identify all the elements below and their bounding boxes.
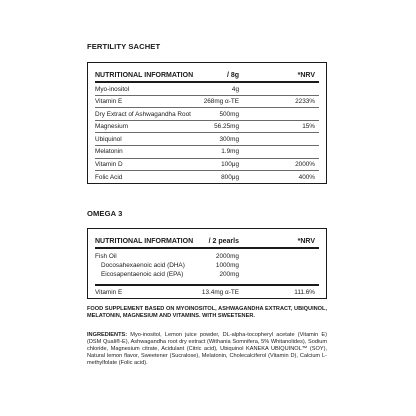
omega-rows — [95, 286, 319, 298]
nutrient-name: Melatonin — [95, 148, 123, 156]
epa-amount: 200mg — [219, 271, 239, 278]
header-nutritional-information: NUTRITIONAL INFORMATION — [95, 238, 194, 245]
header-per-serving: / 2 pearls — [208, 238, 239, 245]
fish-oil-group — [95, 249, 319, 286]
omega-3-title: OMEGA 3 — [87, 209, 123, 218]
nutrient-amount: 300mg — [219, 135, 239, 143]
fertility-sachet-title: FERTILITY SACHET — [87, 42, 161, 51]
nutrient-name: Magnesium — [95, 123, 129, 131]
omega-nutrition-table — [87, 228, 327, 299]
table-row — [95, 121, 319, 134]
nutrient-amount: 1.9mg — [221, 148, 239, 156]
nutrient-name: Dry Extract of Ashwagandha Root — [95, 110, 191, 118]
header-nutritional-information: NUTRITIONAL INFORMATION — [95, 72, 194, 79]
table-row — [95, 286, 319, 298]
nutrient-nrv: 111.6% — [294, 288, 315, 296]
nutrient-amount: 100μg — [221, 161, 239, 169]
table-row — [95, 133, 319, 146]
nutrient-name: Myo-inositol — [95, 85, 130, 93]
nutrient-amount: 56.25mg — [214, 123, 239, 131]
nutrient-name: Folic Acid — [95, 173, 123, 181]
ingredients-block — [87, 332, 327, 367]
nutrient-amount: 500mg — [219, 110, 239, 118]
nutrient-nrv: 2000% — [295, 161, 315, 169]
nutrient-amount: 4g — [231, 85, 239, 93]
table-row — [95, 96, 319, 109]
nutrient-name: Vitamin D — [95, 161, 123, 169]
ingredients-label: INGREDIENTS: — [87, 332, 128, 338]
nutrient-nrv: 400% — [298, 173, 315, 181]
nutrient-amount: 268mg α-TE — [203, 98, 239, 106]
nutrient-name: Vitamin E — [95, 288, 123, 296]
fish-oil-amount: 2000mg — [215, 253, 239, 260]
fish-oil-label: Fish Oil — [95, 253, 117, 260]
table-row — [95, 171, 319, 183]
nutrient-nrv: 2233% — [295, 98, 315, 106]
nutrient-amount: 800μg — [221, 173, 239, 181]
table-row — [95, 108, 319, 121]
nutrient-nrv: 15% — [302, 123, 315, 131]
supplement-statement — [87, 306, 327, 320]
ingredients-text: Myo-inositol, Lemon juice powder, DL-alpha-tocopheryl acetate (Vitamin E) (DSM Quali®-E), Ashwagandha root dry extract (Withania Somnifera, 5% Whitanolides), Sodium chloride, Magnesium citrate, Acidulant (Citric acid), Ubiquinol KANEKA UBIQUINOL™ (SOY), Natural lemon flavor, Sweetener (Sucralose), Melatonin, Cholecalciferol (Vitamin D), Calcium L-methylfolate (Folic acid). — [87, 332, 327, 367]
nutrient-amount: 13.4mg α-TE — [201, 288, 239, 296]
nutrient-name: Ubiquinol — [95, 135, 122, 143]
table-row — [95, 83, 319, 96]
dha-label: Docosahexaenoic acid (DHA) — [101, 262, 185, 269]
header-nrv: *NRV — [297, 72, 315, 79]
nutrient-name: Vitamin E — [95, 98, 123, 106]
table-row — [95, 159, 319, 172]
dha-amount: 1000mg — [215, 262, 239, 269]
header-per-serving: / 8g — [226, 72, 239, 79]
header-nrv: *NRV — [297, 238, 315, 245]
epa-label: Eicosapentaenoic acid (EPA) — [101, 271, 184, 278]
fertility-rows — [95, 83, 319, 183]
omega-table-header — [95, 229, 319, 249]
table-row — [95, 146, 319, 159]
supplement-description: FOOD SUPPLEMENT BASED ON MYOINOSITOL, ASHWAGANDHA EXTRACT, UBIQUINOL, MELATONIN, MAGNESIUM AND VITAMINS. WITH SWEETENER. — [87, 306, 327, 320]
fertility-nutrition-table — [87, 62, 327, 184]
fertility-table-header — [95, 63, 319, 83]
